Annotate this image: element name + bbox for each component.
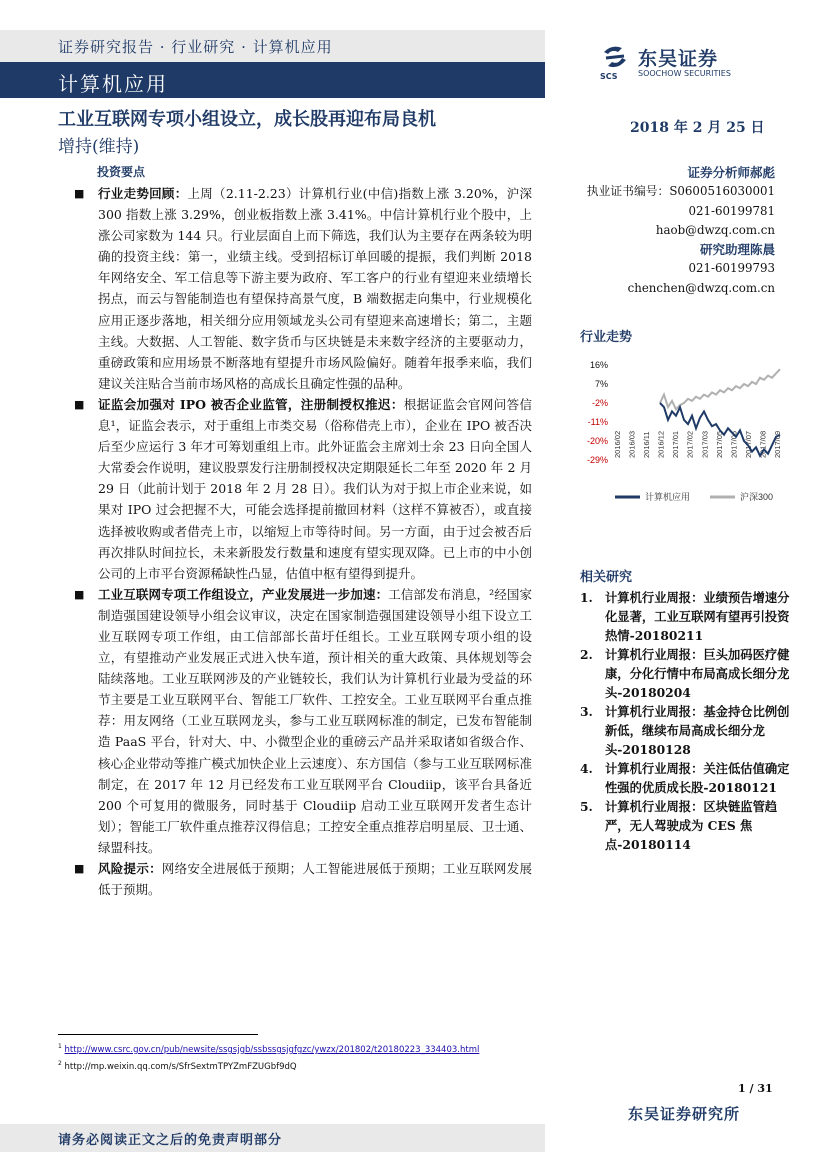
analyst-email[interactable]: haob@dwzq.com.cn [655, 222, 775, 237]
bullet-lead: 工业互联网专项工作组设立，产业发展进一步加速： [98, 586, 389, 602]
y-tick-label: -29% [586, 455, 608, 465]
x-tick-label: 2016/11 [642, 431, 652, 458]
item-text: 计算机行业周报：关注低估值确定性强的优质成长股-20180121 [605, 761, 790, 795]
related-research-item[interactable] [580, 702, 795, 759]
x-tick-label: 2016/03 [627, 430, 637, 458]
footnote-mark: 1 [58, 1043, 62, 1050]
assistant-email[interactable]: chenchen@dwzq.com.cn [627, 280, 775, 295]
logo-abbr: SCS [600, 72, 618, 81]
company-logo [600, 44, 775, 84]
x-tick-label: 2017/08 [758, 430, 768, 458]
key-points-title: 投资要点 [97, 165, 146, 179]
report-title: 工业互联网专项小组设立，成长股再迎布局良机 [58, 109, 436, 130]
footnote-1 [58, 1040, 479, 1057]
item-number: 5. [580, 799, 593, 814]
footnotes [58, 1040, 479, 1074]
trend-chart [575, 350, 805, 510]
bullet-paragraph [74, 584, 532, 858]
legend-label: 计算机应用 [645, 492, 691, 502]
assistant-phone: 021-60199793 [688, 261, 775, 276]
bullet-paragraph [74, 858, 532, 900]
x-tick-label: 2017/05 [714, 430, 724, 458]
bullet-square-icon: ■ [74, 397, 85, 411]
related-research-item[interactable] [580, 645, 795, 702]
x-tick-label: 2017/06 [729, 430, 739, 458]
x-tick-label: 2017/07 [743, 430, 753, 458]
disclaimer-text: 请务必阅读正文之后的免责声明部分 [58, 1133, 283, 1148]
section-label: 计算机应用 [58, 72, 168, 96]
footnote-link[interactable]: http://www.csrc.gov.cn/pub/newsite/ssgsjgb/ssbssgsjgfgzc/ywzx/201802/t20180223_334403.html [64, 1044, 480, 1055]
bullet-paragraph [74, 183, 532, 394]
main-body [74, 183, 532, 900]
bullet-text: 上周（2.11-2.23）计算机行业(中信)指数上涨 3.20%，沪深 300 指数上涨 3.29%，创业板指数上涨 3.41%。中信计算机行业个股中，上涨公司家数为 144 只。行业层面自上而下筛选，我们认为主要存在两条较为明确的投资主线：第一，业绩主线。受到招标订单回暖的提振，我们判断 2018 年网络安全、军工信息等下游主要为政府、军工客户的行业有望迎来业绩增长拐点，而云与智能制造也有望保持高景气度，B 端数据走向集中，行业规模化应用正逐步落地，相关细分应用领域龙头公司有望迎来高速增长；第二，主题主线。大数据、人工智能、数字货币与区块链是未来数字经济的主要驱动力，重磅政策和应用场景不断落地有望提升市场风险偏好。随着年报季来临，我们建议关注贴合当前市场风格的高成长且确定性强的品种。 [98, 186, 532, 391]
x-tick-label: 2016/02 [613, 430, 622, 458]
analyst-name: 证券分析师郝彪 [687, 165, 775, 180]
x-tick-label: 2017/02 [685, 430, 695, 458]
page-number: 1 / 31 [738, 1082, 773, 1095]
company-logo-icon [600, 44, 630, 70]
related-research-item[interactable] [580, 588, 795, 645]
analyst-cert: 执业证书编号：S0600516030001 [586, 184, 775, 199]
logo-name-en: SOOCHOW SECURITIES [638, 69, 731, 78]
footnote-link[interactable]: http://mp.weixin.qq.com/s/SfrSextmTPYZmFZUGbf9dQ [64, 1061, 297, 1072]
item-number: 4. [580, 761, 593, 776]
item-text: 计算机行业周报：业绩预告增速分化显著，工业互联网有望再引投资热情-20180211 [605, 590, 790, 643]
bullet-text: 根据证监会官网问答信息¹，证监会表示，对于重组上市类交易（俗称借壳上市），企业在 IPO 被否决后至少应运行 3 年才可筹划重组上市。此外证监会主席刘士余 23 日向全国人大常委会作说明，建议股票发行注册制授权决定期限延长二年至 2020 年 2 月 29 日（此前计划于 2018 年 2 月 28 日）。我们认为对于拟上市企业来说，如果对 IPO 过会把握不大，可能会选择提前撤回材料（这样不算被否），或直接选择被收购或者借壳上市，以缩短上市等待时间。另一方面，由于过会被否后再次排队时间拉长，未来新股发行数量和速度有望实现双降。已上市的中小创公司的上市平台资源稀缺性凸显，估值中枢有望得到提升。 [98, 396, 532, 581]
series-line [660, 369, 780, 409]
bullet-square-icon: ■ [74, 862, 85, 875]
rating: 增持(维持) [58, 137, 140, 157]
item-number: 2. [580, 647, 593, 662]
related-research-item[interactable] [580, 759, 795, 797]
footnote-divider [58, 1034, 258, 1035]
related-research-title: 相关研究 [580, 570, 633, 585]
bullet-text: 网络安全进展低于预期；人工智能进展低于预期；工业互联网发展低于预期。 [98, 861, 532, 898]
report-date: 2018 年 2 月 25 日 [630, 120, 765, 136]
x-tick-label: 2016/12 [656, 430, 666, 458]
y-tick-label: 7% [594, 379, 608, 389]
x-tick-label: 2017/01 [671, 430, 681, 458]
bullet-square-icon: ■ [74, 187, 85, 200]
analyst-info [560, 163, 775, 298]
item-text: 计算机行业周报：区块链监管趋严，无人驾驶成为 CES 焦点-20180114 [605, 799, 778, 852]
y-tick-label: -20% [586, 436, 608, 446]
report-type-bar [0, 30, 545, 62]
logo-name-cn: 东吴证券 [638, 48, 719, 70]
item-text: 计算机行业周报：巨头加码医疗健康，分化行情中布局高成长细分龙头-20180204 [605, 647, 790, 700]
x-tick-label: 2017/09 [773, 430, 782, 458]
footnote-mark: 2 [58, 1059, 62, 1067]
x-tick-label: 2017/03 [700, 430, 710, 458]
institute-name: 东吴证券研究所 [628, 1105, 741, 1123]
legend-label: 沪深300 [740, 492, 774, 502]
bullet-paragraph [74, 394, 532, 584]
section-bar [0, 62, 545, 98]
bullet-lead: 行业走势回顾： [98, 186, 188, 201]
report-type-label: 证券研究报告 · 行业研究 · 计算机应用 [58, 38, 333, 56]
trend-title: 行业走势 [580, 330, 633, 345]
y-tick-label: -11% [587, 417, 608, 427]
item-number: 1. [580, 590, 593, 605]
item-number: 3. [580, 704, 593, 719]
item-text: 计算机行业周报：基金持仓比例创新低，继续布局高成长细分龙头-20180128 [605, 704, 790, 757]
bullet-text: 工信部发布消息，²经国家制造强国建设领导小组会议审议，决定在国家制造强国建设领导小组下设立工业互联网专项工作组，由工信部部长苗圩任组长。工业互联网专项小组的设立，有望推动产业发展正式进入快车道，预计相关的重大政策、具体规划等会陆续落地。工业互联网涉及的产业链较长，我们认为计算机行业最为受益的环节主要是工业互联网平台、智能工厂软件、工控安全。工业互联网平台重点推荐：用友网络（工业互联网龙头，参与工业互联网标准的制定，已发布智能制造 PaaS 平台，针对大、中、小微型企业的重磅云产品并采取诸如省级合作、核心企业带动等推广模式加快企业上云速度）、东方国信（参与工业互联网标准制定，在 2017 年 12 月已经发布工业互联网平台 Cloudiip，该平台具备近 200 个可复用的微服务，同时基于 Cloudiip 启动工业互联网开发者生态计划）；智能工厂软件重点推荐汉得信息；工控安全重点推荐启明星辰、卫士通、绿盟科技。 [98, 586, 532, 855]
bullet-lead: 证监会加强对 IPO 被否企业监管，注册制授权推迟： [98, 396, 404, 412]
analyst-phone: 021-60199781 [688, 203, 775, 218]
assistant-name: 研究助理陈晨 [699, 242, 775, 258]
disclaimer-bar [0, 1124, 545, 1152]
footnote-2 [58, 1057, 479, 1074]
y-tick-label: -2% [591, 398, 608, 408]
related-research-list [580, 588, 795, 854]
bullet-lead: 风险提示： [98, 861, 162, 876]
bullet-square-icon: ■ [74, 587, 85, 601]
related-research-item[interactable] [580, 797, 795, 854]
y-tick-label: 16% [589, 360, 608, 370]
